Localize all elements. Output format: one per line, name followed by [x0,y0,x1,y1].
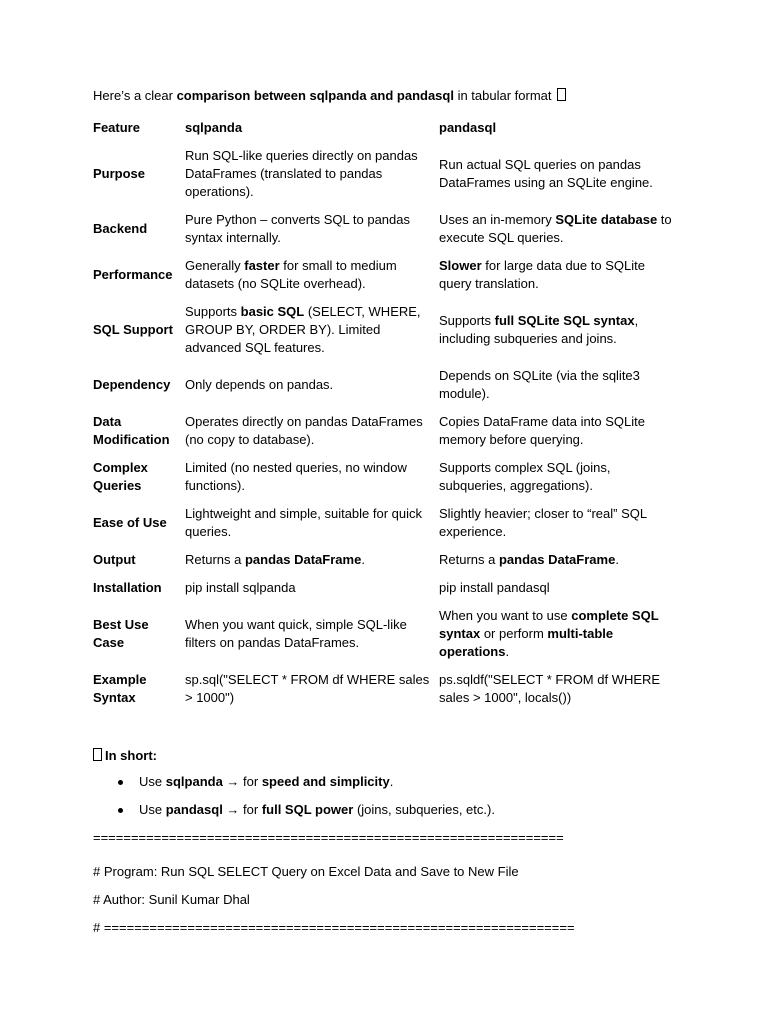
text-run: (SELECT, WHERE, GROUP BY, ORDER BY). Limited advanced SQL features. [185,304,421,355]
table-row [93,206,683,252]
pandasql-cell [439,454,683,500]
text-run: Use [139,774,166,789]
summary-item [139,800,693,820]
table-row [93,500,683,546]
pandasql-cell [439,362,683,408]
separator-line-2: # ============================================================== [93,920,575,935]
sqlpanda-cell [185,362,439,408]
feature-cell: Dependency [93,377,171,392]
text-run: When you want to use [439,608,572,623]
pandasql-cell [439,546,683,574]
bold-text: speed and simplicity [261,774,390,789]
table-row [93,142,683,206]
text-run: Uses an in-memory [439,212,556,227]
text-run: , including subqueries and joins. [439,313,639,346]
bold-text: full SQL power [261,802,354,817]
sqlpanda-cell [185,408,439,454]
separator-line: ============================================================== [93,830,564,845]
feature-cell: Installation [93,580,162,595]
header-feature: Feature [93,120,140,135]
text-run: Run actual SQL queries on pandas DataFrames using an SQLite engine. [439,157,653,190]
feature-cell: Purpose [93,166,146,181]
bold-text: basic SQL [240,304,305,319]
document-page [93,86,693,938]
pandasql-cell [439,408,683,454]
feature-cell: Performance [93,267,173,282]
text-run: for small to medium datasets (no SQLite overhead). [185,258,397,291]
summary-item [139,772,693,792]
sqlpanda-cell [185,142,439,206]
text-run: pip install pandasql [439,580,550,595]
text-run: ps.sqldf("SELECT * FROM df WHERE sales > 1000", locals()) [439,672,661,705]
bold-text: pandas DataFrame [498,552,616,567]
intro-paragraph [93,86,693,106]
text-run: Depends on SQLite (via the sqlite3 module). [439,368,640,401]
bold-text: faster [244,258,280,273]
feature-cell: SQL Support [93,322,173,337]
feature-cell: Complex Queries [93,460,148,493]
bold-text: SQLite database [555,212,658,227]
missing-glyph-icon [93,748,102,761]
summary-heading [93,746,693,766]
text-run: for large data due to SQLite query translation. [439,258,645,291]
text-run: Copies DataFrame data into SQLite memory before querying. [439,414,645,447]
intro-prefix: Here’s a clear [93,88,177,103]
text-run: Run SQL-like queries directly on pandas DataFrames (translated to pandas operations). [185,148,418,199]
text-run: Supports [439,313,495,328]
bold-text: multi-table operations [439,626,614,659]
header-pandasql: pandasql [439,120,497,135]
text-run: to execute SQL queries. [439,212,672,245]
feature-cell: Output [93,552,136,567]
bold-text: full SQLite SQL syntax [494,313,635,328]
table-header-row [93,114,683,142]
feature-cell: Example Syntax [93,672,147,705]
table-row [93,252,683,298]
text-run: Generally [185,258,245,273]
text-run: Use [139,802,166,817]
text-run: pip install sqlpanda [185,580,296,595]
table-row [93,574,683,602]
pandasql-cell [439,252,683,298]
intro-bold: comparison between sqlpanda and pandasql [176,88,454,103]
sqlpanda-cell [185,546,439,574]
text-run: Limited (no nested queries, no window functions). [185,460,407,493]
text-run: . [389,774,394,789]
pandasql-cell [439,574,683,602]
pandasql-cell [439,142,683,206]
text-run: Pure Python – converts SQL to pandas syntax internally. [185,212,410,245]
text-run: Lightweight and simple, suitable for quick queries. [185,506,423,539]
sqlpanda-cell [185,298,439,362]
intro-suffix: in tabular format [453,88,556,103]
table-row [93,298,683,362]
comparison-table [93,114,683,712]
text-run: . [361,552,365,567]
bold-text: complete SQL syntax [439,608,659,641]
sqlpanda-cell [185,252,439,298]
table-row [93,602,683,666]
text-run: Supports complex SQL (joins, subqueries, aggregations). [439,460,611,493]
pandasql-cell [439,602,683,666]
bold-text: Slower [439,258,482,273]
table-body [93,142,683,712]
text-run: When you want quick, simple SQL-like filters on pandas DataFrames. [185,617,407,650]
text-run: (joins, subqueries, etc.). [353,802,495,817]
sqlpanda-cell [185,666,439,712]
table-row [93,546,683,574]
text-run: → for [222,802,262,817]
text-run: Returns a [439,552,499,567]
feature-cell: Data Modification [93,414,170,447]
text-run: Operates directly on pandas DataFrames (no copy to database). [185,414,423,447]
text-run: → for [222,774,262,789]
text-run: . [615,552,619,567]
feature-cell: Ease of Use [93,515,167,530]
pandasql-cell [439,500,683,546]
summary-list [93,772,693,820]
feature-cell: Best Use Case [93,617,149,650]
table-row [93,666,683,712]
bold-text: sqlpanda [165,774,223,789]
sqlpanda-cell [185,454,439,500]
missing-glyph-icon [557,88,566,101]
sqlpanda-cell [185,602,439,666]
pandasql-cell [439,206,683,252]
sqlpanda-cell [185,500,439,546]
sqlpanda-cell [185,206,439,252]
summary-heading-text: In short: [105,748,157,763]
text-run: Only depends on pandas. [185,377,334,392]
sqlpanda-cell [185,574,439,602]
text-run: sp.sql("SELECT * FROM df WHERE sales > 1000") [185,672,430,705]
bold-text: pandasql [165,802,223,817]
feature-cell: Backend [93,221,148,236]
header-sqlpanda: sqlpanda [185,120,243,135]
text-run: Supports [185,304,241,319]
table-row [93,362,683,408]
author-comment: # Author: Sunil Kumar Dhal [93,892,250,907]
table-row [93,408,683,454]
pandasql-cell [439,298,683,362]
text-run: Returns a [185,552,245,567]
text-run: or perform [480,626,548,641]
pandasql-cell [439,666,683,712]
text-run: . [505,644,510,659]
table-row [93,454,683,500]
program-comment: # Program: Run SQL SELECT Query on Excel Data and Save to New File [93,864,519,879]
text-run: Slightly heavier; closer to “real” SQL experience. [439,506,647,539]
bold-text: pandas DataFrame [244,552,362,567]
